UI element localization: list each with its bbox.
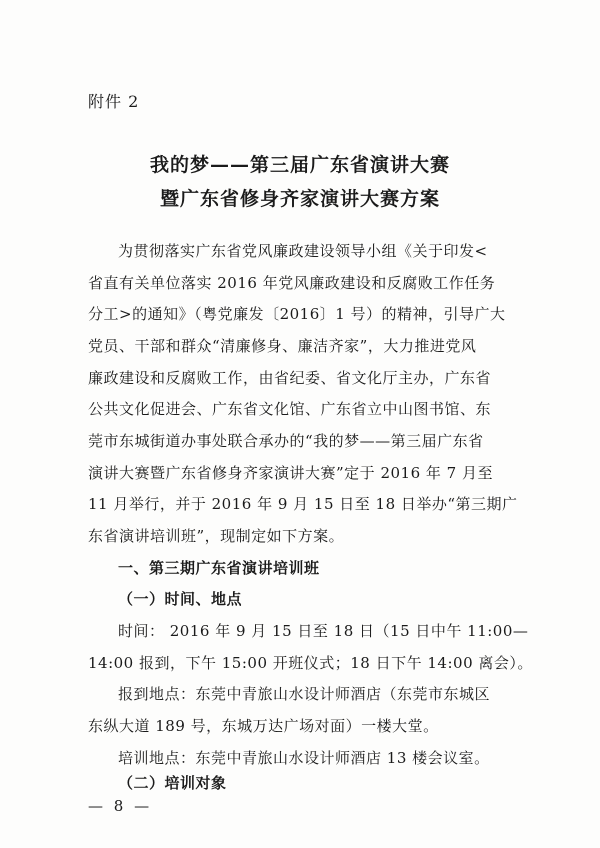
subsection-heading: （二）培训对象	[118, 774, 227, 792]
intro-line: 11 月举行，并于 2016 年 9 月 15 日至 18 日举办“第三期广	[88, 495, 518, 513]
section-heading: 一、第三期广东省演讲培训班	[118, 559, 320, 577]
intro-line: 公共文化促进会、广东省文化馆、广东省立中山图书馆、东	[88, 400, 492, 418]
subsection-heading: （一）时间、地点	[118, 590, 243, 608]
attachment-label: 附件 2	[88, 92, 140, 111]
training-venue: 培训地点：东莞中青旅山水设计师酒店 13 楼会议室。	[118, 749, 490, 767]
checkin-location-line-2: 东纵大道 189 号，东城万达广场对面）一楼大堂。	[88, 717, 439, 735]
intro-line: 省直有关单位落实 2016 年党风廉政建设和反腐败工作任务	[88, 274, 496, 292]
intro-line: 分工>的通知》（粤党廉发〔2016〕1 号）的精神，引导广大	[88, 305, 506, 323]
page-title-line-2: 暨广东省修身齐家演讲大赛方案	[159, 188, 440, 210]
time-line-1: 时间： 2016 年 9 月 15 日至 18 日（15 日中午 11:00—	[118, 622, 529, 640]
checkin-location-line-1: 报到地点：东莞中青旅山水设计师酒店（东莞市东城区	[118, 685, 491, 703]
intro-line: 党员、干部和群众“清廉修身、廉洁齐家”，大力推进党风	[88, 337, 477, 355]
intro-line: 莞市东城街道办事处联合承办的“我的梦——第三届广东省	[88, 432, 484, 450]
intro-line: 演讲大赛暨广东省修身齐家演讲大赛”定于 2016 年 7 月至	[88, 464, 493, 482]
intro-line: 廉政建设和反腐败工作，由省纪委、省文化厅主办，广东省	[88, 369, 492, 387]
intro-line: 东省演讲培训班”，现制定如下方案。	[88, 527, 345, 545]
intro-line: 为贯彻落实广东省党风廉政建设领导小组《关于印发<	[118, 242, 488, 260]
page-title-line-1: 我的梦——第三届广东省演讲大赛	[149, 154, 450, 176]
page-number: — 8 —	[88, 797, 153, 815]
time-line-2: 14:00 报到，下午 15:00 开班仪式；18 日下午 14:00 离会）。	[88, 654, 533, 672]
